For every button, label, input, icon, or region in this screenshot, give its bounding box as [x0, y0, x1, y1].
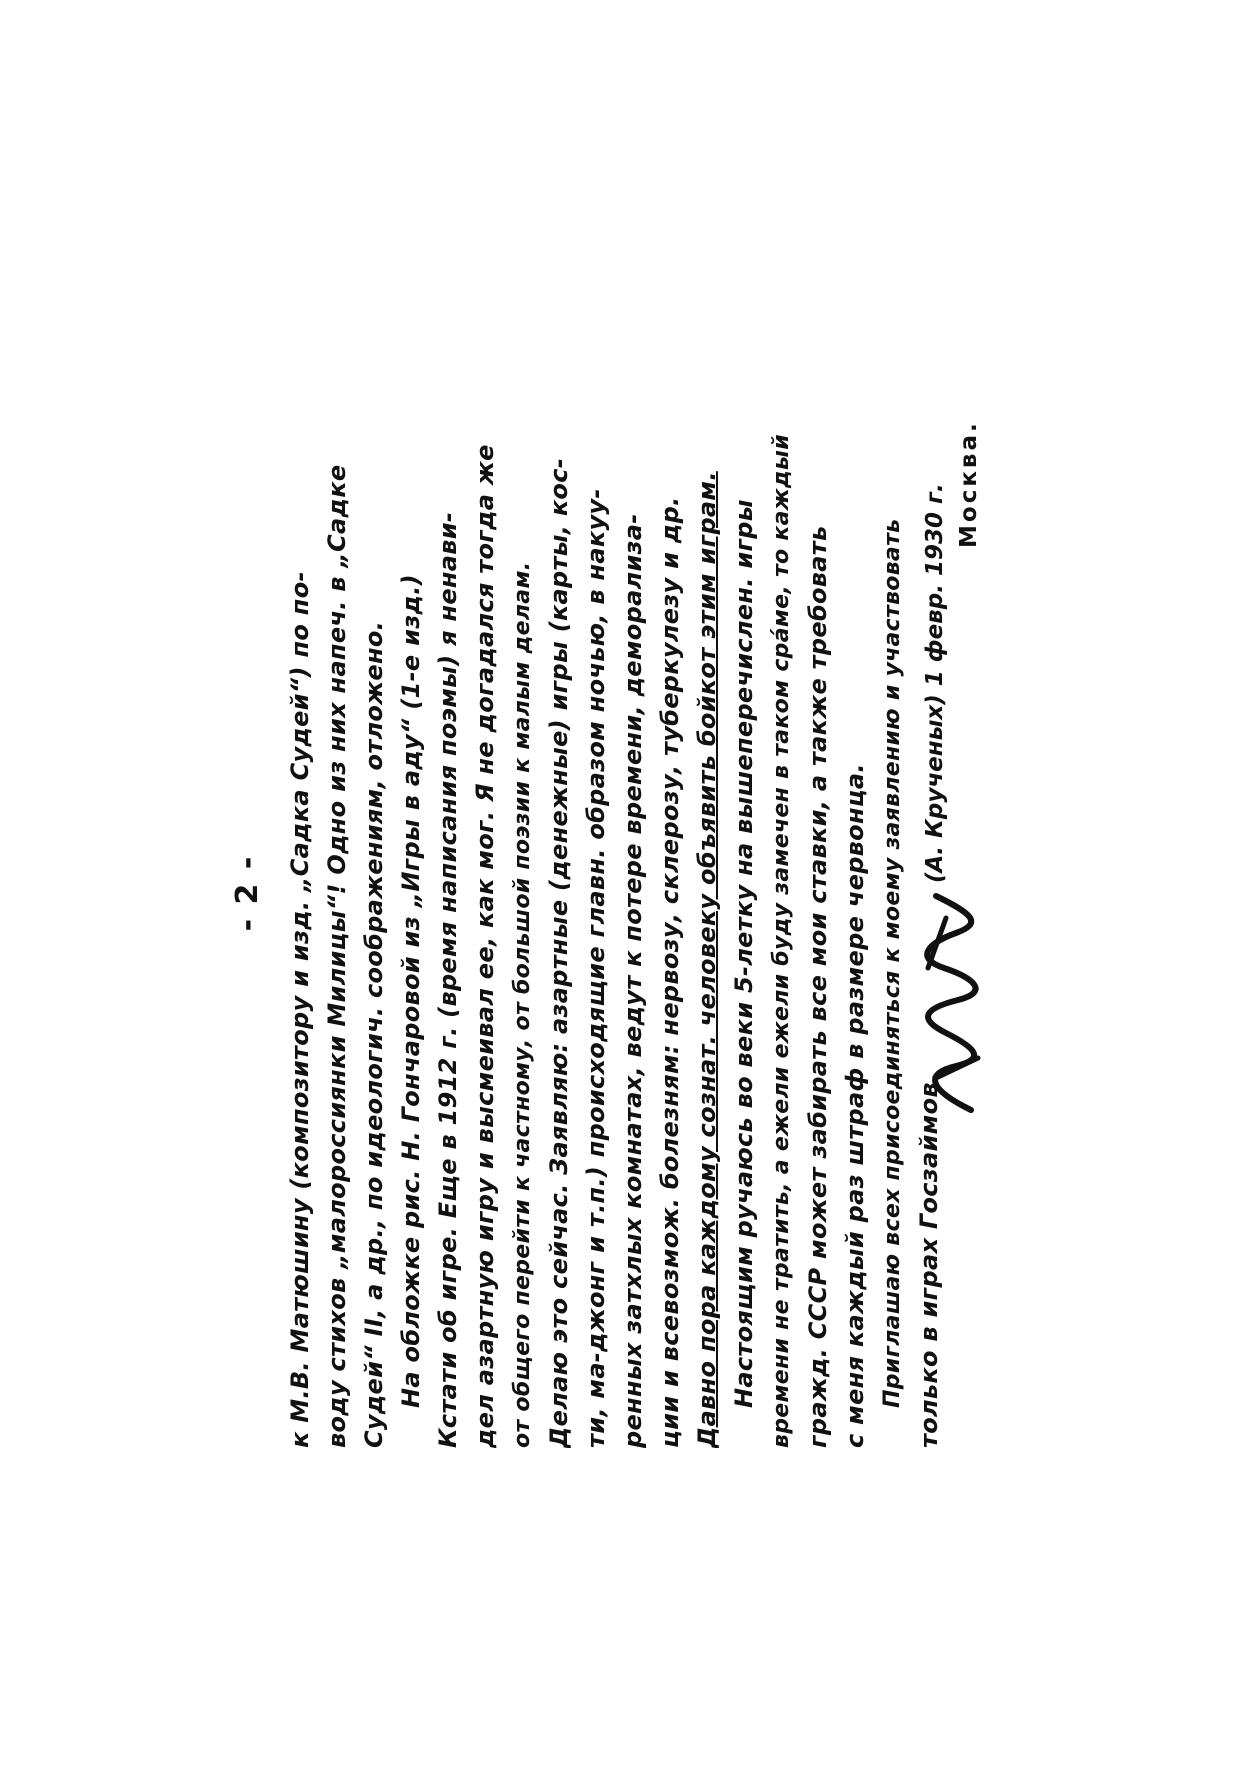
manuscript-lines [282, 338, 948, 1448]
text-line: времени не тратить, а ежели ежели буду замечен в таком срáме, то каждый [768, 434, 794, 1448]
text-line: дел азартную игру и высмеивал ее, как мог. Я не догадался тогда же [470, 444, 499, 1448]
text-line: Настоящим ручаюсь во веки 5-летку на вышеперечислен. игры [729, 499, 758, 1408]
text-line: ти, ма-джонг и т.п.) происходящие главн. образом ночью, в накуу- [581, 488, 610, 1448]
text-line: Судей“ II, а др., по идеологич. соображениям, отложено. [359, 620, 388, 1448]
text-line: от общего перейти к частному, от большой поэзии к малым делам. [509, 561, 535, 1448]
text-line: Приглашаю всех присоединяться к моему заявлению и участвовать [879, 518, 905, 1408]
text-line: ции и всевозмож. болезням: нервозу, склерозу, туберкулезу и др. [655, 496, 684, 1448]
signature-place: Москва. [955, 420, 982, 548]
handwritten-signature-icon [916, 888, 986, 1118]
signature-name-date: (А. Крученых) 1 февр. 1930 г. [921, 483, 948, 883]
text-line: воду стихов „малороссиянки Милицы“! Одно из них напеч. в „Садке [322, 464, 351, 1448]
text-line: только в играх Госзаймов. [914, 1072, 943, 1448]
handwritten-manuscript [230, 318, 1030, 1468]
closing-block [910, 338, 1010, 1448]
text-line: с меня каждый раз штраф в размере червонца. [840, 763, 869, 1448]
text-line: к М.В. Матюшину (композитору и изд. „Садка Судей“) по по- [285, 571, 314, 1448]
page-number: - 2 - [229, 854, 265, 932]
text-line: Делаю это сейчас. Заявляю: азартные (денежные) игры (карты, кос- [544, 458, 573, 1448]
text-line-underlined: Давно пора каждому сознат. человеку объявить бойкот этим играм. [692, 471, 721, 1448]
text-line: гражд. СССР может забирать все мои ставки, а также требовать [803, 525, 832, 1448]
text-line: На обложке рис. Н. Гончаровой из „Игры в аду“ (1-е изд.) [396, 574, 425, 1408]
text-line: Кстати об игре. Еще в 1912 г. (время написания поэмы) я ненави- [433, 511, 462, 1448]
text-line: ренных затхлых комнатах, ведут к потере времени, деморализа- [618, 513, 647, 1448]
